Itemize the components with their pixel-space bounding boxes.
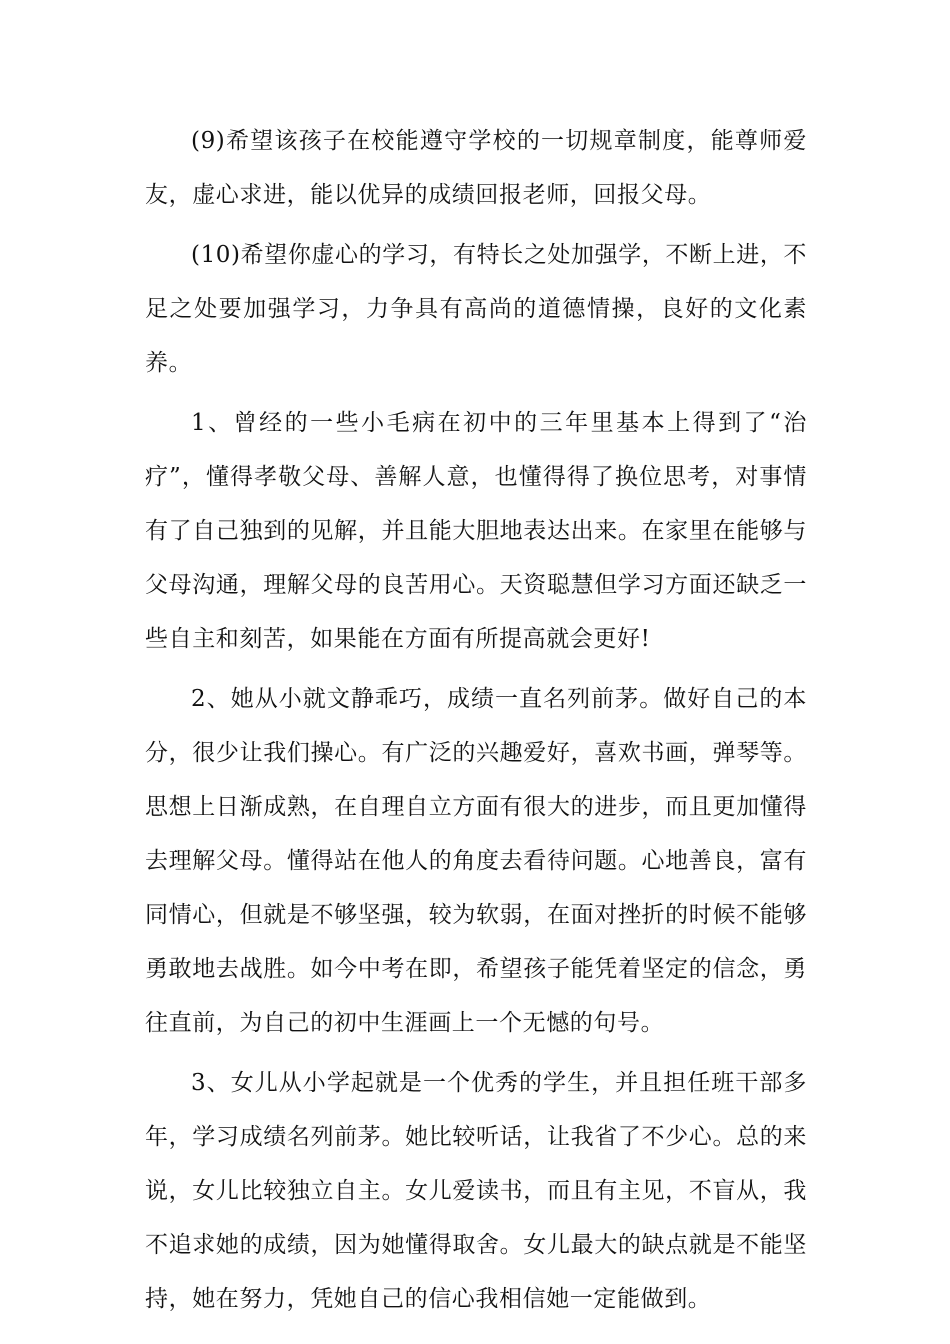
paragraph-9: (9)希望该孩子在校能遵守学校的一切规章制度，能尊师爱友，虚心求进，能以优异的成绩回报老师，回报父母。: [145, 128, 807, 208]
paragraph-10: (10)希望你虚心的学习，有特长之处加强学，不断上进，不足之处要加强学习，力争具有高尚的道德情操，良好的文化素养。: [145, 242, 808, 376]
document-body: [145, 114, 807, 1332]
paragraph-3: 3、女儿从小学起就是一个优秀的学生，并且担任班干部多年，学习成绩名列前茅。她比较听话，让我省了不少心。总的来说，女儿比较独立自主。女儿爱读书，而且有主见，不盲从，我不追求她的成绩，因为她懂得取舍。女儿最大的缺点就是不能坚持，她在努力，凭她自己的信心我相信她一定能做到。: [145, 1070, 807, 1312]
paragraph-1: 1、曾经的一些小毛病在初中的三年里基本上得到了“治疗”，懂得孝敬父母、善解人意，也懂得得了换位思考，对事情有了自己独到的见解，并且能大胆地表达出来。在家里在能够与父母沟通，理解父母的良苦用心。天资聪慧但学习方面还缺乏一些自主和刻苦，如果能在方面有所提高就会更好!: [145, 410, 807, 652]
paragraph-2: 2、她从小就文静乖巧，成绩一直名列前茅。做好自己的本分，很少让我们操心。有广泛的兴趣爱好，喜欢书画，弹琴等。思想上日渐成熟，在自理自立方面有很大的进步，而且更加懂得去理解父母。懂得站在他人的角度去看待问题。心地善良，富有同情心，但就是不够坚强，较为软弱，在面对挫折的时候不能够勇敢地去战胜。如今中考在即，希望孩子能凭着坚定的信念，勇往直前，为自己的初中生涯画上一个无憾的句号。: [145, 686, 807, 1036]
